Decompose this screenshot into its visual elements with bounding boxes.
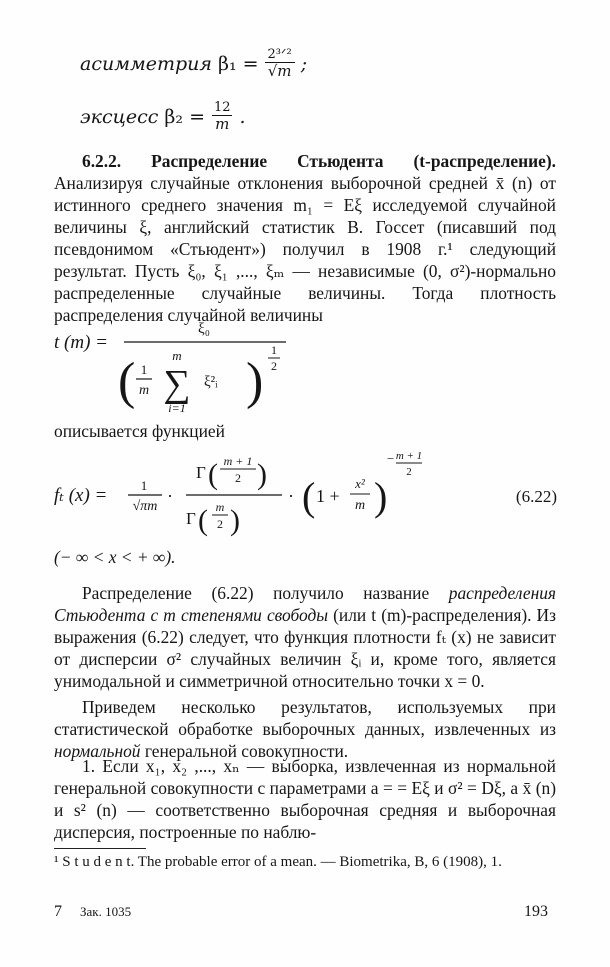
equation-number: (6.22)	[515, 487, 557, 506]
excess-fraction	[211, 101, 234, 132]
eq-f-gb-den: 2	[217, 517, 223, 531]
excess-numerator: 12	[213, 100, 231, 115]
asymmetry-formula	[80, 48, 307, 79]
eq-t-summand: ξ²ᵢ	[204, 374, 218, 390]
described-by-text: описывается функцией	[54, 421, 225, 441]
eq-t-exp-den: 2	[271, 359, 277, 373]
asymmetry-fraction	[265, 48, 295, 79]
domain-line	[54, 546, 556, 568]
para3-italic: нормальной	[54, 741, 141, 761]
eq-f-br-lparen: (	[302, 474, 316, 519]
eq-t-right-paren: )	[246, 353, 264, 410]
eq-t-inner-den: m	[138, 383, 150, 398]
asymmetry-numerator: 2³ᐟ²	[267, 47, 292, 62]
eq-t-exp-num: 1	[271, 343, 277, 357]
asymmetry-end: ;	[300, 52, 308, 75]
para2-a: Распределение (6.22) получило название	[82, 583, 449, 603]
eq-f-exp-den: 2	[406, 466, 412, 478]
eq-f-coef-den: √πm	[132, 499, 158, 514]
para4-text: 1. Если x₁, x₂ ,..., xₙ — выборка, извлеченная из нормальной генеральной совокупности с параметрами a = = Eξ и σ² = Dξ, а x̄ (n) и s² (n) — соответственно выборочная средняя и выборочная дисперсия, построенные по наблю-	[54, 756, 556, 842]
eq-f-one-plus: 1 +	[316, 486, 340, 506]
eq-f-x2-den: m	[354, 498, 366, 513]
eq-f-gb-rparen: )	[230, 504, 240, 537]
section-intro: Анализируя случайные отклонения выборочной средней x̄ (n) от истинного среднего значения m₁ = Eξ исследуемой случайной величины ξ, английский статистик В. Госсет (писавший под псевдонимом «Стьюдент») получил в 1908 г.¹ следующий результат. Пусть ξ₀, ξ₁ ,..., ξₘ — независимые (0, σ²)-нормально распределенные случайные величины. Тогда плотность распределения случайной величины	[54, 173, 556, 325]
para2-italic: распределения Стьюдента с m степенями свободы	[54, 583, 556, 625]
eq-f-dot-1: ·	[167, 486, 173, 506]
footnote-text: ¹ S t u d e n t. The probable error of a mean. — Biometrika, B, 6 (1908), 1.	[54, 854, 502, 870]
eq-t-numerator: ξ₀	[198, 321, 210, 337]
paragraph-item-1	[54, 755, 556, 843]
eq-t-lhs: t (m) =	[54, 332, 108, 353]
footer-sheet-number: 7	[54, 903, 62, 920]
para3-b: генеральной совокупности.	[140, 741, 349, 761]
excess-formula	[80, 101, 246, 132]
excess-end: .	[239, 105, 246, 128]
domain-text: (− ∞ < x < + ∞).	[54, 547, 176, 567]
eq-f-exp-num: m + 1	[395, 450, 423, 462]
page-number: 193	[524, 903, 548, 920]
eq-f-coef-num: 1	[140, 478, 148, 493]
eq-f-gt-num: m + 1	[223, 454, 253, 468]
eq-f-dot-2: ·	[288, 486, 294, 506]
paragraph-student-definition	[54, 582, 556, 692]
eq-t-sum-lower: i=1	[168, 401, 186, 415]
described-by-line	[54, 420, 556, 442]
asymmetry-denominator: √m	[265, 62, 295, 79]
para2-b: (или t (m)-распределения). Из выражения (6.22) следует, что функция плотности fₜ (x) не зависит от дисперсии σ² случайных величин ξᵢ и, кроме того, является унимодальной и симметричной относительно точки x = 0.	[54, 605, 556, 691]
eq-f-x2-num: x²	[355, 476, 365, 491]
eq-f-gb-num: m	[215, 500, 225, 514]
section-heading: 6.2.2. Распределение Стьюдента (t-распределение).	[82, 151, 556, 171]
eq-f-gt-lparen: (	[208, 458, 218, 491]
asymmetry-lhs: β₁ =	[217, 52, 259, 75]
eq-f-lhs: fₜ (x) =	[54, 485, 108, 506]
equation-t	[54, 306, 334, 418]
eq-t-inner-num: 1	[140, 362, 148, 377]
eq-t-sigma: ∑	[163, 363, 191, 405]
footer-signature	[54, 903, 131, 921]
eq-f-gt-rparen: )	[257, 458, 267, 491]
eq-f-gb-lparen: (	[198, 504, 208, 537]
eq-f-exp-sign: −	[387, 451, 395, 466]
section-paragraph	[54, 150, 556, 326]
eq-f-gamma-top: Γ	[196, 463, 206, 482]
footer-order: Зак. 1035	[80, 904, 132, 919]
excess-denominator: m	[212, 115, 232, 132]
footnote	[54, 853, 554, 872]
eq-t-sum-upper: m	[172, 348, 182, 363]
paragraph-results-intro	[54, 696, 556, 762]
eq-f-gamma-bot: Γ	[186, 509, 196, 528]
excess-label: эксцесс	[80, 105, 159, 128]
excess-lhs: β₂ =	[164, 105, 205, 128]
eq-f-gt-den: 2	[235, 471, 241, 485]
eq-t-left-paren: (	[118, 353, 136, 410]
para3-a: Приведем несколько результатов, используемых при статистической обработке выборочных данных, извлеченных из	[54, 697, 556, 739]
eq-f-br-rparen: )	[374, 474, 388, 519]
asymmetry-label: асимметрия	[80, 52, 212, 75]
footnote-rule	[54, 848, 146, 849]
equation-6-22	[54, 448, 558, 544]
